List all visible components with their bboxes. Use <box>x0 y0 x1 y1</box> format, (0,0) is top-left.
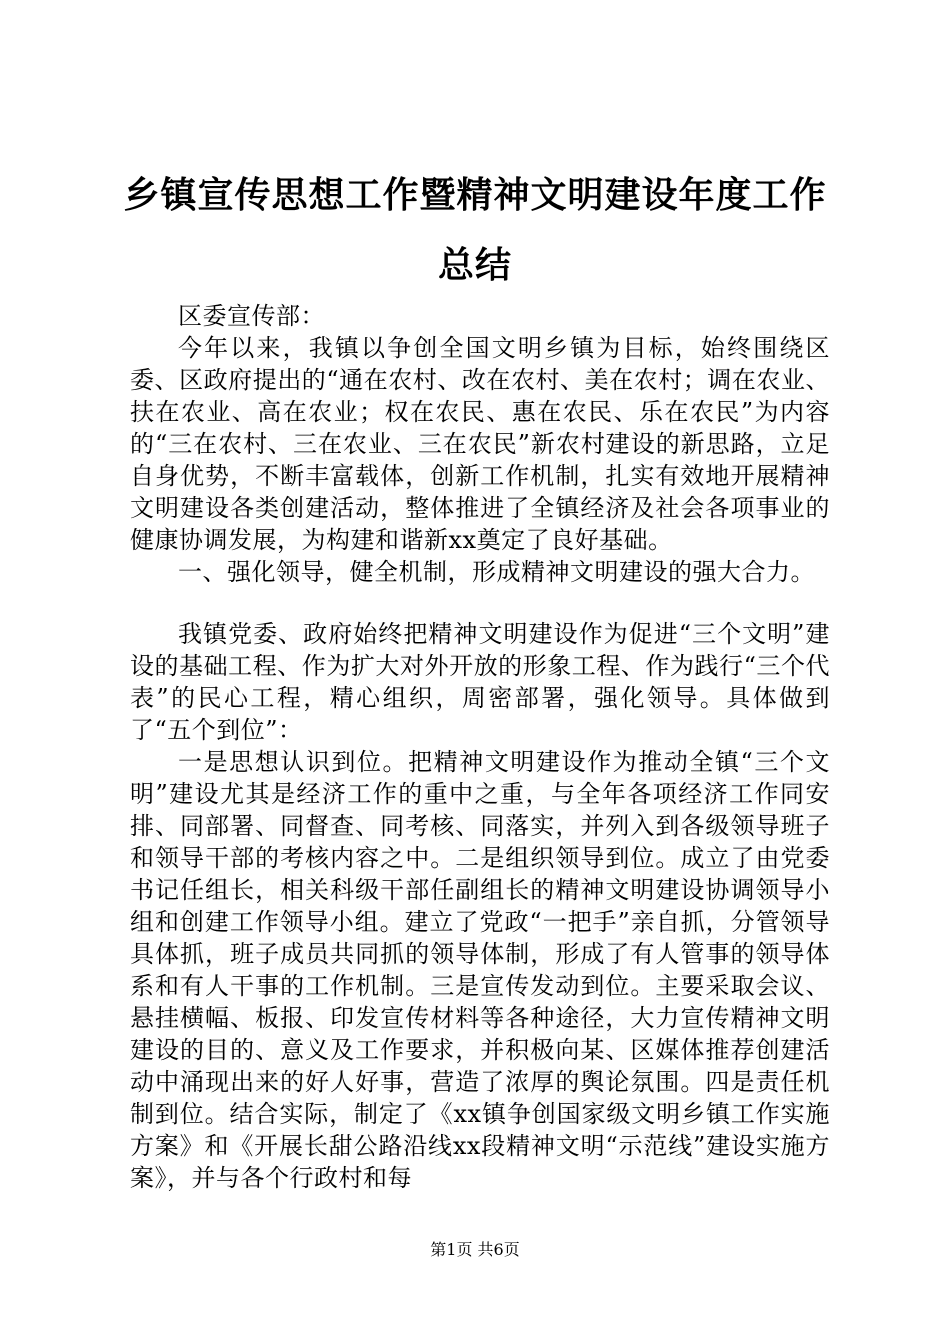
salutation: 区委宣传部： <box>178 302 325 330</box>
page-footer: 第1页 共6页 <box>430 1240 520 1259</box>
paragraph-leadership: 我镇党委、政府始终把精神文明建设作为促进“三个文明”建设的基础工程、作为扩大对外开放的形象工程、作为践行“三个代表”的民心工程，精心组织，周密部署，强化领导。具体做到了“五个到位”： <box>130 620 830 744</box>
document-body <box>130 300 830 1194</box>
paragraph-intro: 今年以来，我镇以争创全国文明乡镇为目标，始终围绕区委、区政府提出的“通在农村、改在农村、美在农村；调在农业、扶在农业、高在农业；权在农民、惠在农民、乐在农民”为内容的“三在农村、三在农业、三在农民”新农村建设的新思路，立足自身优势，不断丰富载体，创新工作机制，扎实有效地开展精神文明建设各类创建活动，整体推进了全镇经济及社会各项事业的健康协调发展，为构建和谐新xx奠定了良好基础。 <box>130 334 830 554</box>
document-title: 乡镇宣传思想工作暨精神文明建设年度工作总结 <box>123 174 827 286</box>
section-heading: 一、强化领导，健全机制，形成精神文明建设的强大合力。 <box>178 558 815 586</box>
paragraph-five-measures: 一是思想认识到位。把精神文明建设作为推动全镇“三个文明”建设尤其是经济工作的重中之重，与全年各项经济工作同安排、同部署、同督查、同考核、同落实，并列入到各级领导班子和领导干部的考核内容之中。二是组织领导到位。成立了由党委书记任组长，相关科级干部任副组长的精神文明建设协调领导小组和创建工作领导小组。建立了党政“一把手”亲自抓，分管领导具体抓，班子成员共同抓的领导体制，形成了有人管事的领导体系和有人干事的工作机制。三是宣传发动到位。主要采取会议、悬挂横幅、板报、印发宣传材料等各种途径，大力宣传精神文明建设的目的、意义及工作要求，并积极向某、区媒体推荐创建活动中涌现出来的好人好事，营造了浓厚的舆论氛围。四是责任机制到位。结合实际，制定了《xx镇争创国家级文明乡镇工作实施方案》和《开展长甜公路沿线xx段精神文明“示范线”建设实施方案》，并与各个行政村和每 <box>130 748 830 1192</box>
